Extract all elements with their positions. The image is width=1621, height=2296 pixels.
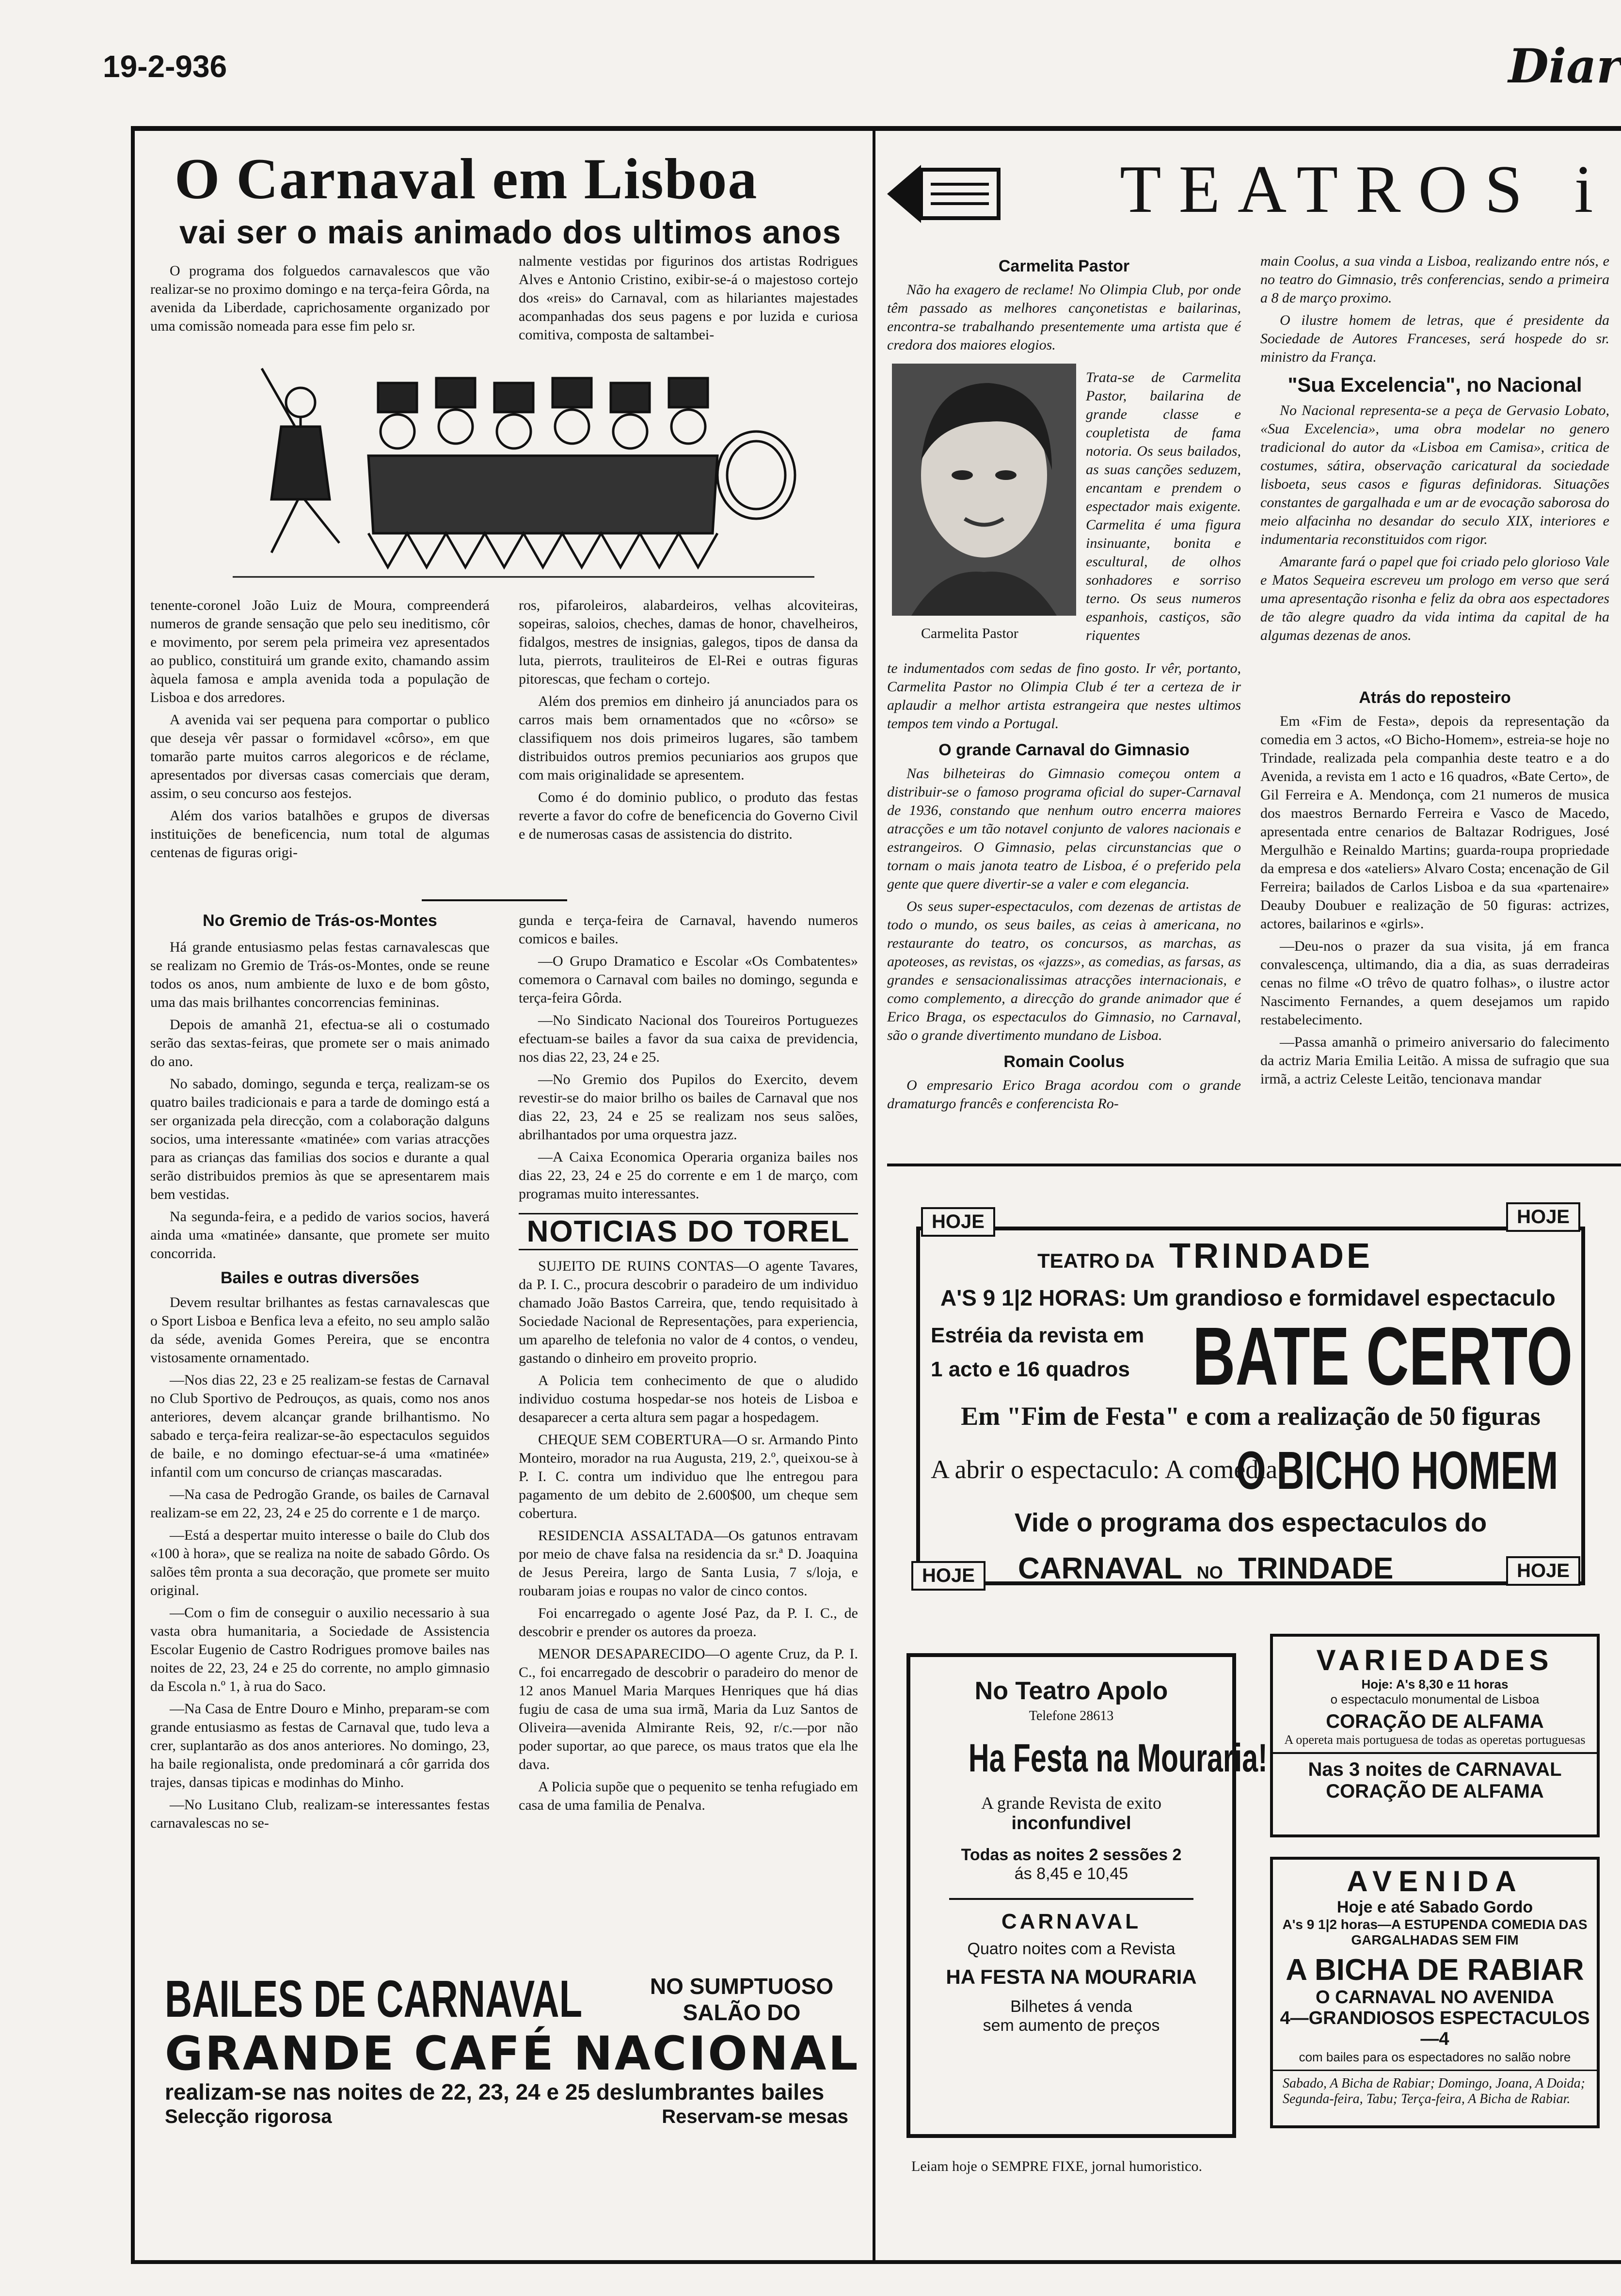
variedades-l5: CORAÇÃO DE ALFAMA [1326, 1781, 1544, 1802]
variedades-l3: A opereta mais portuguesa de todas as operetas portuguesas [1284, 1733, 1586, 1747]
arrow-decoration-icon [887, 150, 1003, 238]
ad-avenida [1270, 1857, 1600, 2128]
reposteiro-title: Atrás do reposteiro [1359, 688, 1511, 707]
teatros-header [887, 150, 1621, 238]
pastor-caption: Carmelita Pastor [921, 625, 1018, 641]
ad-bailes-line3: realizam-se nas noites de 22, 23, 24 e 25 deslumbrantes bailes [165, 2079, 825, 2105]
trindade-pre: TEATRO DA [1037, 1249, 1154, 1272]
ad-variedades [1270, 1634, 1600, 1837]
hoje-bottom-right: HOJE [1506, 1556, 1580, 1586]
hoje-top-right: HOJE [1506, 1202, 1580, 1232]
variedades-l2: o espectaculo monumental de Lisboa [1330, 1692, 1540, 1706]
avenida-l4: 4—GRANDIOSOS ESPECTACULOS—4 [1280, 2008, 1590, 2049]
avenida-l5: com bailes para os espectadores no salão nobre [1299, 2050, 1571, 2064]
intro-left: O programa dos folguedos carnavalescos que vão realizar-se no proximo domingo e na terça-feira Gôrda, na avenida da Liberdade, caprichosamente organizado por uma comissão nomeada para esse fim pelo sr. [150, 263, 490, 334]
body-right-2: Além dos premios em dinheiro já anunciados para os carros mais bem ornamentados que no «côrso» se classifiquem nos dois primeiros lugares, são tambem distribuidos outros premios pecuniarios aos grupos que com mais originalidade se apresentem. [519, 693, 858, 783]
trindade-line6a: CARNAVAL [1018, 1552, 1182, 1585]
bailes-p1: Devem resultar brilhantes as festas carnavalescas que o Sport Lisboa e Benfica leva a efeito, no seu amplo salão da séde, avenida Gomes Pereira, que se encontra vistosamente ornamentado. [150, 1294, 490, 1366]
trindade-line4a: A abrir o espectaculo: A comedia [931, 1455, 1278, 1484]
apolo-l6: Quatro noites com a Revista [967, 1940, 1176, 1958]
avenida-l1: Hoje e até Sabado Gordo [1336, 1898, 1533, 1916]
gremio-col2-2: —O Grupo Dramatico e Escolar «Os Combatentes» comemora o Carnaval com bailes no domingo, segunda e terça-feira Gôrda. [519, 953, 858, 1006]
pastor-intro: Não ha exagero de reclame! No Olimpia Club, por onde têm passado as melhores cançonetistas e bailarinas, encontra-se trabalhando presentemente uma artista que é credora dos maiores elogios. [887, 282, 1241, 353]
intro-right: nalmente vestidas por figurinos dos artistas Rodrigues Alves e Antonio Cristino, exibir-se-á o majestoso cortejo dos «reis» do Carnaval, com as hilariantes majestades acompanhadas dos seus pagens e por luzida e curiosa comitiva, composta de saltambei- [519, 253, 858, 343]
avenida-l2: A's 9 1|2 horas—A ESTUPENDA COMEDIA DAS GARGALHADAS SEM FIM [1282, 1917, 1588, 1947]
trindade-line6b: NO [1196, 1563, 1223, 1582]
trindade-show: BATE CERTO [1192, 1310, 1573, 1403]
variedades-l1: Hoje: A's 8,30 e 11 horas [1361, 1677, 1509, 1691]
leader-figure [286, 388, 315, 417]
excelencia-title: "Sua Excelencia", no Nacional [1287, 373, 1582, 396]
apolo-l2: inconfundivel [1011, 1813, 1131, 1834]
apolo-l8: Bilhetes á venda [1010, 1997, 1132, 2016]
body-right-3: Como é do dominio publico, o produto das festas reverte a favor do cofre de beneficencia do Governo Civil e de numerosas casas de assistencia do distrito. [519, 789, 858, 842]
gremio-p4: Na segunda-feira, e a pedido de varios socios, haverá ainda uma «matinée» dansante, que promete ser muito concorrida. [150, 1209, 490, 1261]
trindade-line4b: O BICHO HOMEM [1236, 1441, 1558, 1500]
excelencia-p2: Amarante fará o papel que foi criado pelo glorioso Vale e Matos Sequeira escreveu um prologo em verso que será uma apresentação risonha e feliz da obra aos espectadores de tão alegre quadro da vida intima da capital de ha algumas dezenas de anos. [1260, 554, 1609, 643]
trindade-line2b: 1 acto e 16 quadros [931, 1357, 1130, 1381]
torel-p2: A Policia tem conhecimento de que o aludido individuo costuma hospedar-se nos hoteis de Lisboa e desaparecer a certa altura sem pagar a hospedagem. [519, 1372, 858, 1425]
avenida-title: AVENIDA [1347, 1865, 1523, 1897]
ad-bailes-line1c: SALÃO DO [683, 2000, 801, 2025]
apolo-title: No Teatro Apolo [974, 1677, 1168, 1705]
ad-apolo [906, 1653, 1268, 2138]
apolo-l7: HA FESTA NA MOURARIA [946, 1965, 1197, 1988]
gremio-col2-5: —A Caixa Economica Operaria organiza bailes nos dias 22, 23, 24 e 25 do corrente e em 1 de março, com programas muito interessantes. [519, 1149, 858, 1202]
fixe-note: Leiam hoje o SEMPRE FIXE, jornal humoristico. [911, 2158, 1202, 2174]
pastor-side: Trata-se de Carmelita Pastor, bailarina de grande classe e coupletista de fama notoria. Os seus bailados, as suas canções seduzem, encantam e prendem o espectador mais exigente. Carmelita é uma figura insinuante, bonita e escultural, de olhos sonhadores e sorriso terno. Os seus numeros espanhois, castiços, são riquentes [1086, 369, 1241, 643]
variedades-l4: Nas 3 noites de CARNAVAL [1308, 1759, 1562, 1780]
masthead: Diar [1508, 39, 1621, 94]
gimnasio-p2: Os seus super-espectaculos, com dezenas de artistas de todo o mundo, os seus bailes, as ceias à americana, no restaurante do teatro, os concursos, as marchas, as apoteoses, as revistas, os «jazzs», as comedias, as farsas, as grandes e sensacionalissimas atracções internacionais, e como complemento, a direcção do grande animador que é Erico Braga, os espectaculos do Gimnasio, no Carnaval, são o grande divertimento mundano de Lisboa. [887, 898, 1241, 1043]
torel-p3: CHEQUE SEM COBERTURA—O sr. Armando Pinto Monteiro, morador na rua Augusta, 219, 2.º, queixou-se à P. I. C. contra um individuo que lhe entregou para pagamento de um debito de 2.600$00, um cheque sem cobertura. [519, 1432, 858, 1521]
gremio-title: No Gremio de Trás-os-Montes [203, 911, 437, 930]
trindade-line1: A'S 9 1|2 HORAS: Um grandioso e formidavel espectaculo [940, 1285, 1556, 1310]
bailes-p2: —Nos dias 22, 23 e 25 realizam-se festas de Carnaval no Club Sportivo de Pedrouços, as quais, como nos anos anteriores, devem alcançar grande brilhantismo. No sabado e terça-feira realizar-se-ão espectaculos seguidos de baile, e no domingo efectuar-se-á uma «matinée» infantil com um concurso de crianças mascaradas. [150, 1372, 490, 1480]
apolo-l4: ás 8,45 e 10,45 [1014, 1865, 1128, 1883]
trindade-name: TRINDADE [1169, 1237, 1373, 1276]
ad-bailes-carnaval [145, 1968, 863, 2127]
bailes-p7: —No Lusitano Club, realizam-se interessantes festas carnavalescas no se- [150, 1797, 490, 1831]
gremio-p1: Há grande entusiasmo pelas festas carnavalescas que se realizam no Gremio de Trás-os-Montes, onde se reune todos os anos, num ambiente de luxo e de bom gôsto, uma das mais brilhantes concorrencias femininas. [150, 939, 490, 1010]
pastor-title: Carmelita Pastor [998, 257, 1130, 275]
gremio-col2-1: gunda e terça-feira de Carnaval, havendo numeros comicos e bailes. [519, 912, 858, 947]
variedades-title: VARIEDADES [1316, 1644, 1554, 1676]
gimnasio-title: O grande Carnaval do Gimnasio [938, 741, 1190, 759]
pastor-end: te indumentados com sedas de fino gosto. Ir vêr, portanto, Carmelita Pastor no Olimpia Club é ter a certeza de ir aplaudir a melhor artista estrangeira que nestes ultimos tempos tem vindo a Portugal. [887, 660, 1241, 732]
body-right-1: ros, pifaroleiros, alabardeiros, velhas alcoviteiras, sopeiras, saloios, cheches, damas de honor, chavelheiros, fidalgos, mestres de insignias, galegos, tipos de dansa da luta, pierrots, trauliteiros de El-Rei e outras figuras pitorescas, que fecham o cortejo. [519, 597, 858, 687]
trindade-line2a: Estréia da revista em [931, 1323, 1144, 1347]
trindade-line5: Vide o programa dos espectaculos do [1014, 1508, 1487, 1537]
reposteiro-p3: —Passa amanhã o primeiro aniversario do falecimento da actriz Maria Emilia Leitão. A missa de sufragio que sua irmã, a actriz Celeste Leitão, tencionava mandar [1260, 1034, 1609, 1087]
parade-illustration [233, 339, 814, 582]
body-left-1: tenente-coronel João Luiz de Moura, compreenderá numeros de grande sensação que pelo seu ineditismo, côr e movimento, por serem pela primeira vez apresentados ao publico, constituirá um grande exito, chamando assim àquela famosa e ampla avenida toda a população de Lisboa e dos arredores. [150, 597, 490, 705]
column-divider [873, 131, 875, 2260]
torel-p5: Foi encarregado o agente José Paz, da P. I. C., de descobrir e prender os autores da proeza. [519, 1605, 858, 1640]
bailes-p4: —Está a despertar muito interesse o baile do Club dos «100 à hora», que se realiza na noite de sabado Gôrdo. Os salões têm pronta a sua decoração, que promete ser muito original. [150, 1527, 490, 1598]
ad-bailes-line4b: Reservam-se mesas [662, 2106, 848, 2127]
torel-title: NOTICIAS DO TOREL [519, 1213, 858, 1250]
gremio-p3: No sabado, domingo, segunda e terça, realizam-se os quatro bailes tradicionais e para a tarde de domingo está a ser organizada pela direcção, com a colaboração dalguns socios, uma interessante «matinée» com varias atracções para as crianças das familias dos socios e durante a qual serão distribuidos premios às que se apresentarem mais bem vestidas. [150, 1076, 490, 1202]
carmelita-portrait [892, 364, 1076, 616]
excelencia-p1: No Nacional representa-se a peça de Gervasio Lobato, «Sua Excelencia», uma obra modelar no genero tradicional do autor da «Lisboa em Camisa», critica de costumes, sátira, observação caricatural da sociedade lisboeta, seus casos e figuras definidoras. Situações constantes de gargalhada e um ar de evocação saborosa do meio alfacinha no desandar do seculo XIX, interiores e indumentaria reconstituidos com rigor. [1260, 402, 1609, 547]
left-frame [131, 126, 135, 2264]
gremio-p2: Depois de amanhã 21, efectua-se ali o costumado serão das sextas-feiras, que promete ser o mais animado do ano. [150, 1017, 490, 1069]
teatros-bottom-rule [887, 1164, 1621, 1166]
apolo-show: Ha Festa na Mouraria! [968, 1736, 1268, 1780]
ad-bailes-line4a: Selecção rigorosa [165, 2106, 332, 2127]
reposteiro-p2: —Deu-nos o prazer da sua visita, já em franca convalescença, ultimando, dia a dia, as suas derradeiras cenas no filme «O trêvo de quatro folhas», o ilustre actor Nascimento Fernandes, a quem desejamos um rapido restabelecimento. [1260, 938, 1609, 1028]
apolo-l3: Todas as noites 2 sessões 2 [961, 1846, 1182, 1864]
gremio-col2-4: —No Gremio dos Pupilos do Exercito, devem revestir-se do maior brilho os bailes de Carnaval que nos dias 22, 23, 24 e 25 se realizam nos seus salões, abrilhantados por uma orquestra jazz. [519, 1071, 858, 1143]
torel-p1: SUJEITO DE RUINS CONTAS—O agente Tavares, da P. I. C., procura descobrir o paradeiro de um individuo chamado João Bastos Carreira, que, tendo requisitado à Sociedade Nacional de Representações, para experiencia, um aparelho de telefonia no valor de 4 contos, o vendeu, gastando o dinheiro em proveito proprio. [519, 1258, 858, 1366]
issue-date: 19-2-936 [103, 49, 227, 84]
bailes-p3: —Na casa de Pedrogão Grande, os bailes de Carnaval realizam-se em 22, 23, 24 e 25 do corrente e 1 de março. [150, 1486, 490, 1521]
coolus-cont-2: O ilustre homem de letras, que é presidente da Sociedade de Autores Franceses, será hospede do sr. ministro da França. [1260, 312, 1609, 365]
gimnasio-p1: Nas bilheteiras do Gimnasio começou ontem a distribuir-se o famoso programa oficial do super-Carnaval de 1936, constando que nenhum outro encerra maiores atracções e um tão notavel conjunto de valores nacionais e estrangeiros. O Gimnasio, pelas circunstancias que o tornam o mais janota teatro de Lisboa, é o preferido pela gente que quere divertir-se a valer e com elegancia. [887, 765, 1241, 892]
band-members [368, 378, 795, 567]
apolo-l5: CARNAVAL [1001, 1910, 1142, 1933]
trindade-line3: Em "Fim de Festa" e com a realização de 50 figuras [961, 1402, 1541, 1431]
top-rule [131, 126, 1621, 131]
apolo-phone: Telefone 28613 [1029, 1708, 1114, 1723]
reposteiro-p1: Em «Fim de Festa», depois da representação da comedia em 3 actos, «O Bicho-Homem», estreia-se hoje no Trindade, realizada pela companhia deste teatro e a do Avenida, a revista em 1 acto e 16 quadros, «Bate Certo», de Gil Ferreira e A. Mendonça, com 21 numeros de musica dos maestros Bernardo Ferreira e Vasco de Macedo, apresentada entre cenarios de Baltazar Rodrigues, José Mergulhão e Reinaldo Martins; guarda-roupa propriedade da empresa e dos «ateliers» Alvaro Costa; encenação de Gil Ferreira; bailados de Carlos Lisboa e da sua «partenaire» Deauby Doubuer e realização de 50 figuras: actrizes, actores, bailarinos e «girls». [1260, 713, 1609, 932]
torel-p7: A Policia supõe que o pequenito se tenha refugiado em casa de uma familia de Penalva. [519, 1779, 858, 1813]
bailes-title: Bailes e outras diversões [220, 1269, 420, 1287]
coolus-title: Romain Coolus [1003, 1052, 1125, 1071]
variedades-show: CORAÇÃO DE ALFAMA [1326, 1711, 1544, 1732]
apolo-l1: A grande Revista de exito [981, 1793, 1161, 1813]
article-subtitle: vai ser o mais animado dos ultimos anos [179, 214, 842, 251]
ad-trindade [902, 1188, 1600, 1614]
section-rule [422, 899, 567, 901]
ad-bailes-line1: BAILES DE CARNAVAL [165, 1969, 583, 2028]
teatros-title: TEATROS i [1120, 152, 1611, 227]
article-title: O Carnaval em Lisboa [175, 146, 758, 211]
gremio-col2-3: —No Sindicato Nacional dos Toureiros Portuguezes efectuam-se bailes a favor da sua caixa de previdencia, nos dias 22, 23, 24 e 25. [519, 1012, 858, 1065]
coolus-p1: O empresario Erico Braga acordou com o grande dramaturgo francês e conferencista Ro- [887, 1077, 1241, 1112]
bottom-rule [131, 2260, 1621, 2264]
torel-p4: RESIDENCIA ASSALTADA—Os gatunos entravam por meio de chave falsa na residencia da sr.ª D. Joaquina de Jesus Pereira, largo de Santa Lusia, 7 s/loja, e roubaram joias e roupas no valor de cinco contos. [519, 1528, 858, 1599]
torel-p6: MENOR DESAPARECIDO—O agente Cruz, da P. I. C., foi encarregado de descobrir o paradeiro do menor de 12 anos Manuel Maria Marques Henriques que há dias fugiu de casa de uma sua irmã, Maria da Luz Santos de Oliveira—avenida Almirante Reis, 92, r/c.—por não poder suportar, ao que parece, os maus tratos que ela lhe dava. [519, 1646, 858, 1772]
body-left-2: A avenida vai ser pequena para comportar o publico que deseja vêr passar o formidavel «côrso», em que tomarão parte muitos carros alegoricos e de réclame, apresentados por diversas casas comerciais que deram, assim, o seu concurso aos festejos. [150, 712, 490, 801]
avenida-show: A BICHA DE RABIAR [1286, 1953, 1584, 1987]
ad-bailes-line1b: NO SUMPTUOSO [650, 1974, 834, 1999]
ad-bailes-line2: GRANDE CAFÉ NACIONAL [165, 2026, 860, 2081]
avenida-l3: O CARNAVAL NO AVENIDA [1316, 1987, 1554, 2008]
avenida-l6: Sabado, A Bicha de Rabiar; Domingo, Joana, A Doida; Segunda-feira, Tabu; Terça-feira, A Bicha de Rabiar. [1283, 2076, 1585, 2106]
bailes-p6: —Na Casa de Entre Douro e Minho, preparam-se com grande entusiasmo as festas de Carnaval que, tudo leva a crer, suplantarão as dos anos anteriores. No domingo, 23, ha baile regionalista, onde predominará a côr garrida dos trajes, dansas tipicas e modinhas do Minho. [150, 1701, 490, 1790]
trindade-line6c: TRINDADE [1238, 1552, 1394, 1585]
apolo-l9: sem aumento de preços [983, 2016, 1160, 2035]
hoje-bottom-left: HOJE [911, 1561, 985, 1591]
bailes-p5: —Com o fim de conseguir o auxilio necessario à sua vasta obra humanitaria, a Sociedade de Assistencia Escolar Eugenio de Castro Rodrigues promove bailes nas noites de 22, 23, 24 e 25 do corrente, no amplo gimnasio da Escola n.º 1, à rua do Saco. [150, 1605, 490, 1694]
hoje-top-left: HOJE [921, 1207, 995, 1237]
coolus-cont-1: main Coolus, a sua vinda a Lisboa, realizando entre nós, e no teatro do Gimnasio, três conferencias, sendo a primeira a 8 de março proximo. [1260, 253, 1609, 306]
body-left-3: Além dos varios batalhões e grupos de diversas instituições de beneficencia, num total de algumas centenas de figuras origi- [150, 808, 490, 861]
